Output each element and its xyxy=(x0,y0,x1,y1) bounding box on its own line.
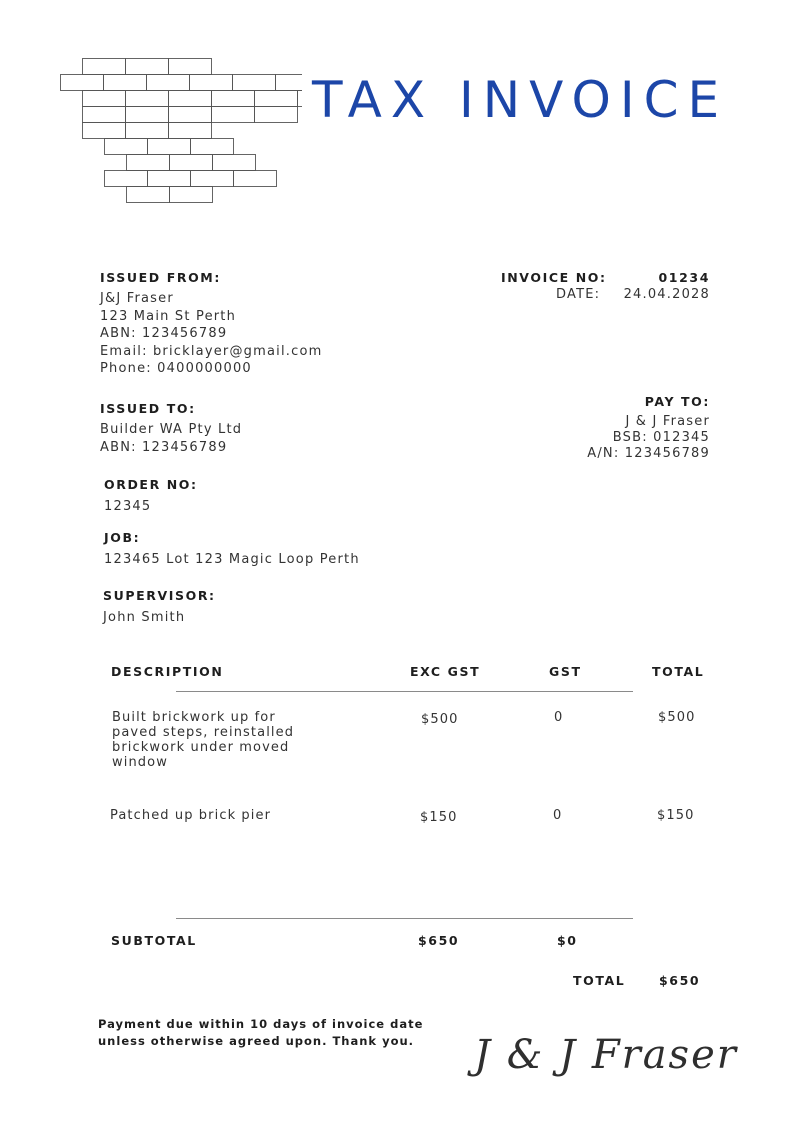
column-header-description: DESCRIPTION xyxy=(111,664,224,679)
issued-from-block xyxy=(100,290,322,378)
subtotal-gst: $0 xyxy=(557,933,578,948)
issuer-phone: Phone: 0400000000 xyxy=(100,361,252,376)
column-header-gst: GST xyxy=(549,664,582,679)
invoice-number-label: INVOICE NO: xyxy=(501,270,607,285)
subtotal-label: SUBTOTAL xyxy=(111,933,197,948)
payee-name: J & J Fraser xyxy=(625,414,710,429)
total-label: TOTAL xyxy=(573,973,626,988)
issuer-abn: ABN: 123456789 xyxy=(100,326,228,341)
brick-wall-icon xyxy=(60,58,302,208)
issuer-email: Email: bricklayer@gmail.com xyxy=(100,343,323,359)
table-row-2-total: $150 xyxy=(657,808,695,823)
invoice-date: 24.04.2028 xyxy=(623,287,710,302)
supervisor-value: John Smith xyxy=(103,610,186,625)
payee-bsb: BSB: 012345 xyxy=(612,430,710,445)
client-name: Builder WA Pty Ltd xyxy=(100,422,243,437)
issuer-name: J&J Fraser xyxy=(100,291,174,306)
column-header-exc-gst: EXC GST xyxy=(410,664,481,679)
signature: J & J Fraser xyxy=(474,1032,738,1078)
table-footer-divider xyxy=(176,918,633,919)
issued-from-label: ISSUED FROM: xyxy=(100,270,221,285)
column-header-total: TOTAL xyxy=(652,664,705,679)
job-value: 123465 Lot 123 Magic Loop Perth xyxy=(104,552,360,567)
table-row-2-description: Patched up brick pier xyxy=(110,808,272,823)
payment-terms: Payment due within 10 days of invoice date unless otherwise agreed upon. Thank you. xyxy=(98,1017,424,1048)
table-row-2-gst: 0 xyxy=(553,808,563,823)
document-title: TAX INVOICE xyxy=(312,71,729,129)
payee-account: A/N: 123456789 xyxy=(587,446,710,461)
order-number: 12345 xyxy=(104,499,152,514)
issued-to-block xyxy=(100,421,242,456)
table-row-1-description: Built brickwork up for paved steps, reinstalled brickwork under moved window xyxy=(112,710,295,770)
table-header-divider xyxy=(176,691,633,692)
pay-to-block xyxy=(587,414,710,462)
job-label: JOB: xyxy=(104,530,141,545)
issued-to-label: ISSUED TO: xyxy=(100,401,196,416)
pay-to-label: PAY TO: xyxy=(644,394,710,409)
table-row-1-total: $500 xyxy=(658,710,696,725)
total-value: $650 xyxy=(659,973,701,988)
subtotal-exc-gst: $650 xyxy=(418,933,460,948)
table-row-1-exc-gst: $500 xyxy=(421,712,459,727)
table-row-1-gst: 0 xyxy=(554,710,564,725)
invoice-number: 01234 xyxy=(658,270,710,285)
client-abn: ABN: 123456789 xyxy=(100,439,228,455)
issuer-address: 123 Main St Perth xyxy=(100,308,237,324)
order-number-label: ORDER NO: xyxy=(104,477,198,492)
table-row-2-exc-gst: $150 xyxy=(420,810,458,825)
invoice-date-label: DATE: xyxy=(556,287,601,302)
supervisor-label: SUPERVISOR: xyxy=(103,588,216,603)
